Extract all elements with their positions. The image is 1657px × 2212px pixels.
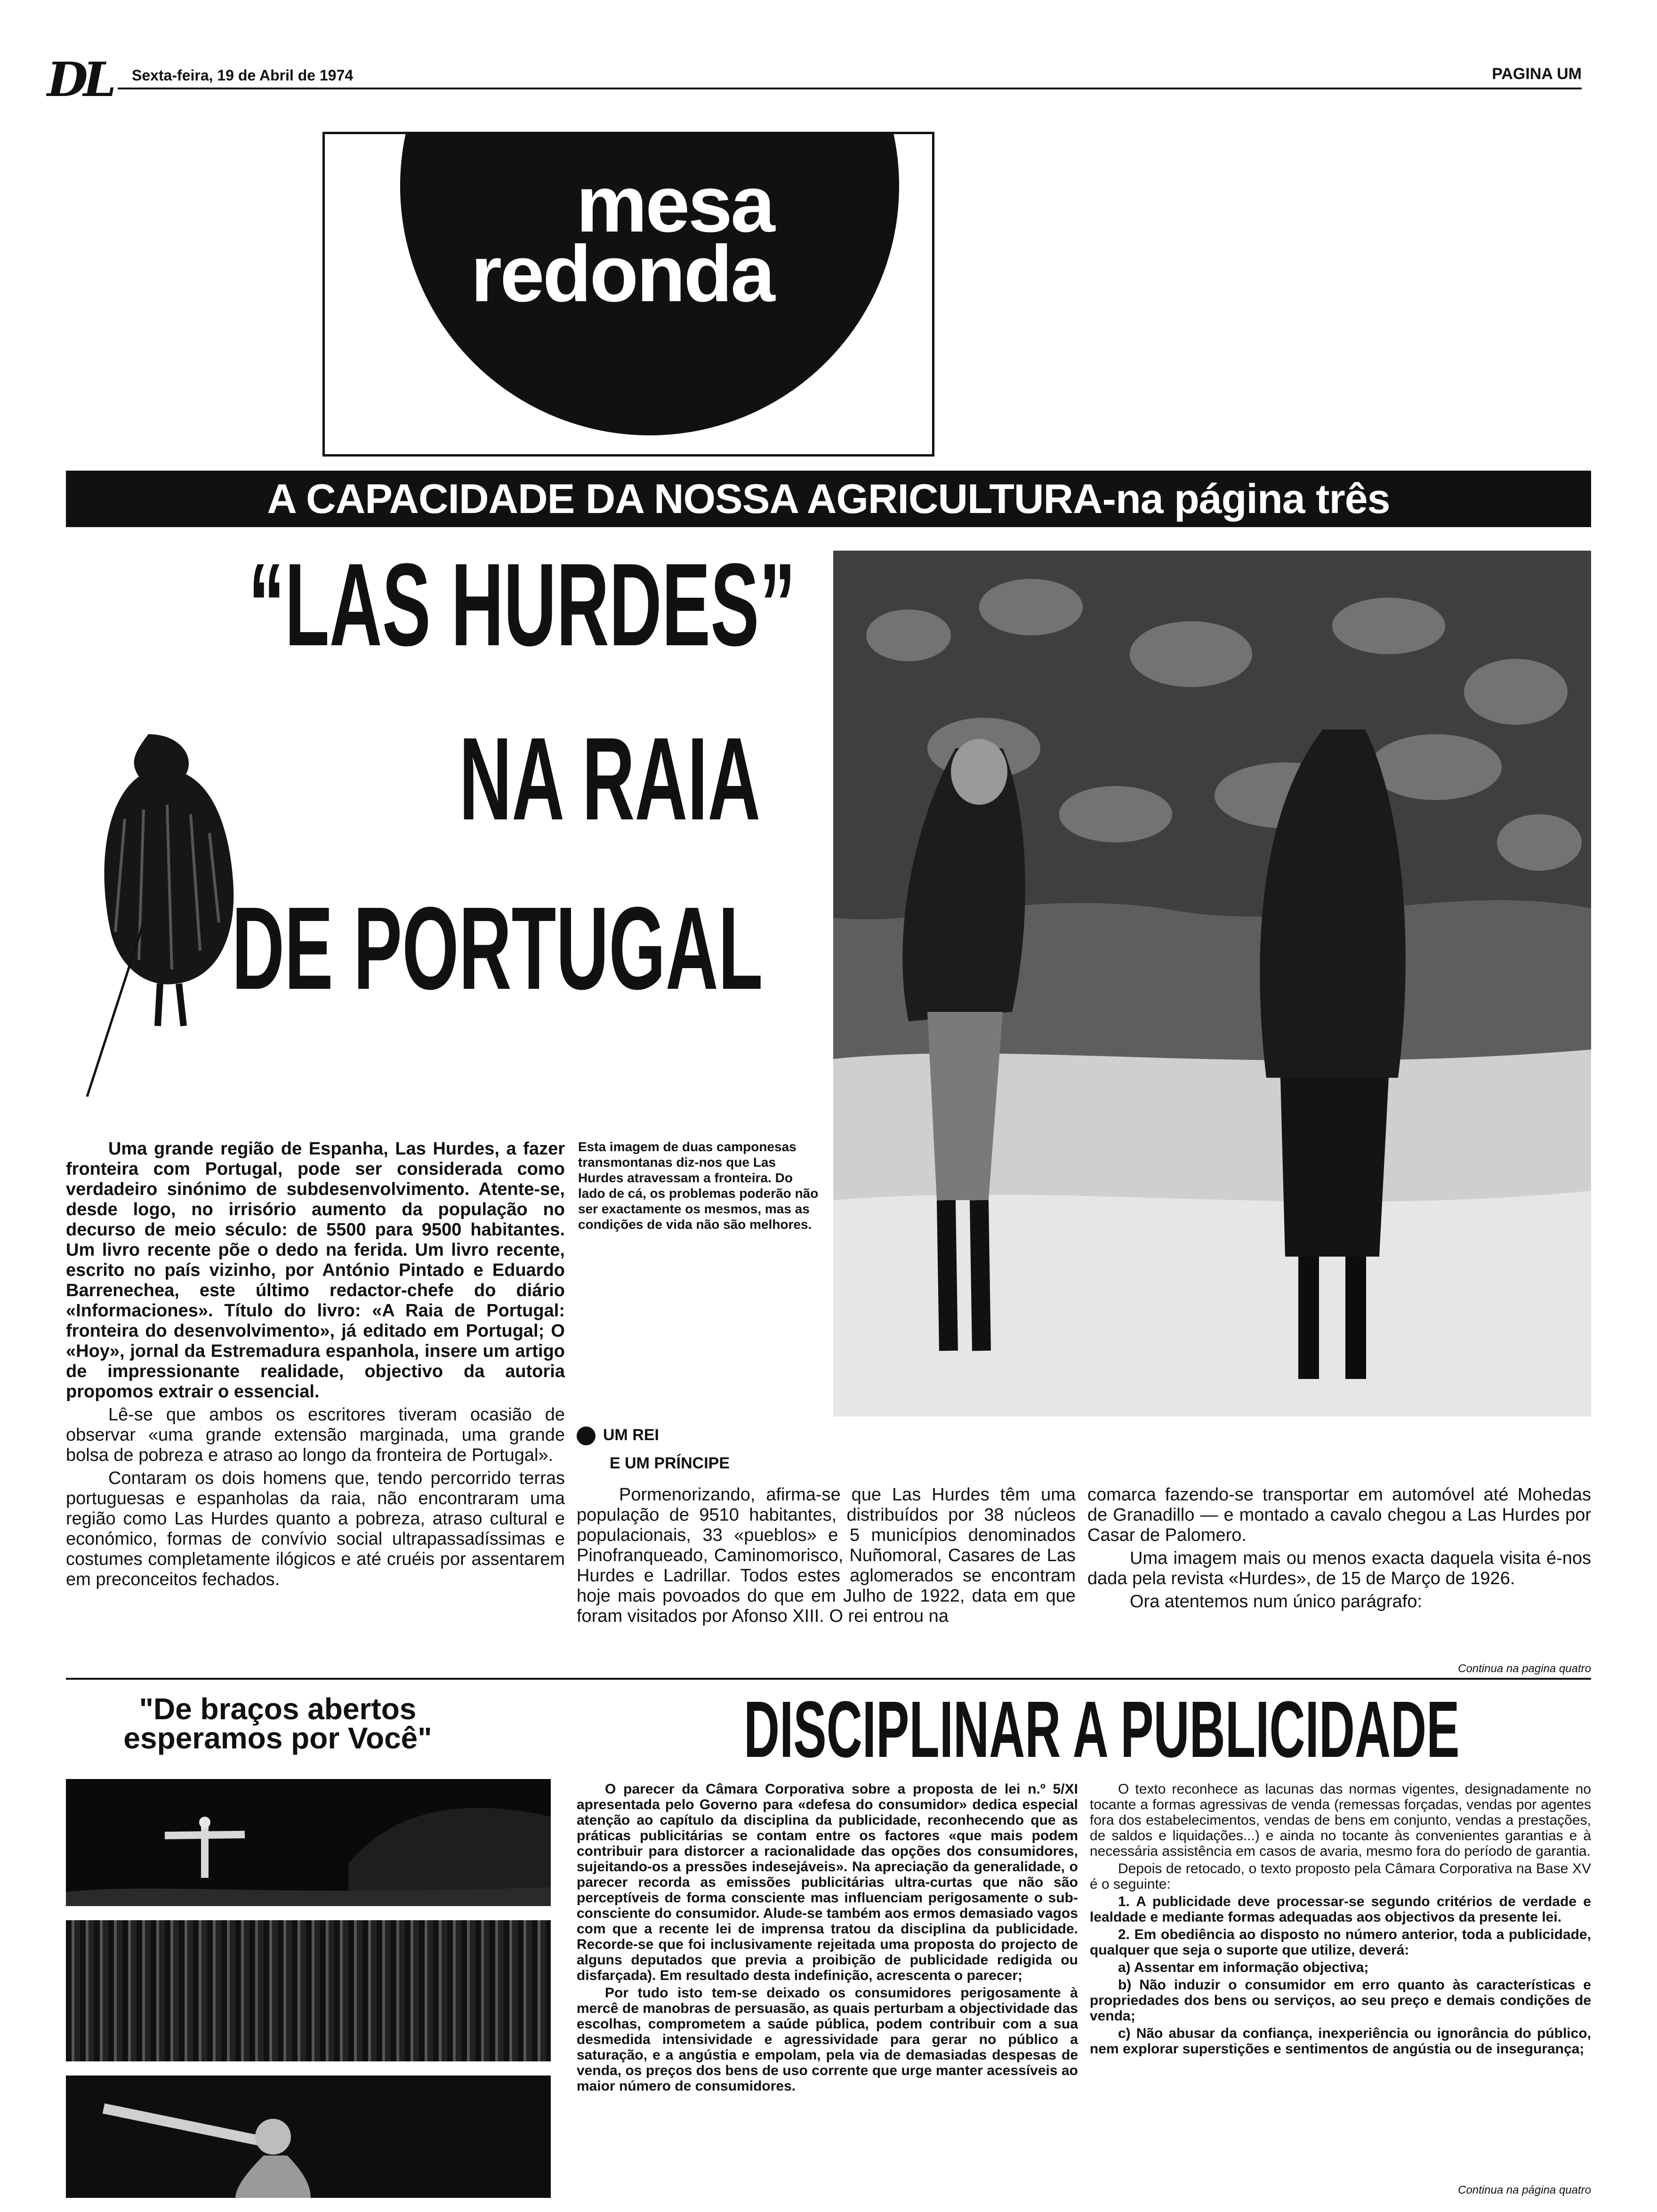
page-label: PAGINA UM <box>1492 65 1582 83</box>
article-paragraph: O texto reconhece as lacunas das normas vigentes, designadamente no tocante a formas agressivas de venda (remessas forçadas, vendas por agentes fora dos estabelecimentos, vendas de bens em conjunto, vendas a prestações, de saldos e liquidações...) e ainda no tocante às convenientes garantias e à necessária assistência em casos de avaria, mesmo fora do período de garantia. <box>1090 1781 1591 1859</box>
headline-line3: DE PORTUGAL <box>231 882 763 1014</box>
article-paragraph: Uma grande região de Espanha, Las Hurdes, a fazer fronteira com Portugal, pode ser considerada como verdadeiro sinónimo de subdesenvolvimento. Atente-se, desde logo, no irrisório aumento da população no decurso de meio século: de 5500 para 9500 habitantes. Um livro recente põe o dedo na ferida. Um livro recente, escrito no país vizinho, por António Pintado e Eduardo Barrenechea, este último redactor-chefe do diário «Informaciones». Título do livro: «A Raia de Portugal: fronteira do desenvolvimento», já editado em Portugal; O «Hoy», jornal da Estremadura espanhola, insere um artigo de impressionante realidade, objectivo da autoria propomos extrair o essencial. <box>66 1139 565 1402</box>
ad-title-line1: "De braços abertos <box>139 1692 417 1726</box>
section-logo-text <box>471 160 773 319</box>
subheading <box>577 1426 659 1445</box>
article-column-1 <box>66 1139 565 1593</box>
article-paragraph: 2. Em obediência ao disposto no número anterior, toda a publicidade, qualquer que seja o suporte que utilize, deverá: <box>1090 1927 1591 1958</box>
article-paragraph: Por tudo isto tem-se deixado os consumidores perigosamente à mercê de manobras de persuasão, as quais perturbam a objectividade das escolhas, comprometem a saúde pública, podem contribuir com a sua desmedida intensividade e agressividade para gerar no público a saturação, e a angústia e empolam, pela via de demasiadas despesas de venda, os preços dos bens de uso corrente que urge manter acessíveis ao maior número de consumidores. <box>577 1985 1078 2094</box>
bullet-dot-icon <box>577 1427 595 1445</box>
headline-line2: NA RAIA <box>458 713 760 844</box>
article-paragraph: Uma imagem mais ou menos exacta daquela visita é-nos dada pela revista «Hurdes», de 15 de Março de 1926. <box>1087 1548 1591 1588</box>
headline-line1: “LAS HURDES” <box>248 539 796 670</box>
second-article-column-1 <box>577 1781 1078 2096</box>
section-divider <box>66 1678 1591 1680</box>
subheading-line1: UM REI <box>603 1426 659 1444</box>
subheading-line2: E UM PRÍNCIPE <box>610 1454 730 1472</box>
article-paragraph: comarca fazendo-se transportar em automóvel até Mohedas de Granadillo — e montado a cavalo chegou a Las Hurdes por Casar de Palomero. <box>1087 1485 1591 1545</box>
peasant-women-photo <box>833 551 1591 1417</box>
article-paragraph: Pormenorizando, afirma-se que Las Hurdes têm uma população de 9510 habitantes, distribuídos por 38 núcleos populacionais, 33 «pueblos» e 5 municípios denominados Pinofranqueado, Caminomorisco, Nuñomoral, Casares de Las Hurdes e Ladrillar. Todos estes aglomerados se encontram hoje mais povoados do que em Julho de 1922, data em que foram visitados por Afonso XIII. O rei entrou na <box>577 1485 1076 1626</box>
article-paragraph: a) Assentar em informação objectiva; <box>1118 1960 1369 1975</box>
dancer-photo <box>66 2076 551 2198</box>
article-paragraph: O parecer da Câmara Corporativa sobre a proposta de lei n.º 5/XI apresentada pelo Governo para «defesa do consumidor» dedica especial atenção ao capítulo da disciplina da publicidade, reconhecendo que as práticas publicitárias se contam entre os factores «que mais podem contribuir para distorcer a racionalidade das opções dos consumidores, sujeitando-os a pressões indesejáveis». Na apreciação da generalidade, o parecer recorda as emissões publicitárias ultra-curtas que não são perceptíveis de forma consciente mas influenciam perigosamente o sub-consciente do consumidor. Alude-se também aos ermos demasiado vagos com que a recente lei de imprensa tratou da disciplina da publicidade. Recorde-se que foi inclusivamente rejeitada uma proposta do projecto de alguns deputados que previa a proibição de publicidade redigida ou disfarçada). Em resultado desta indefinição, acrescenta o parecer; <box>577 1781 1078 1983</box>
article-paragraph: Contaram os dois homens que, tendo percorrido terras portuguesas e espanholas da raia, não encontraram uma região como Las Hurdes quanto a pobreza, atraso cultural e económico, formas de convívio social ultrapassadíssimas e costumes completamente ilógicos e até cruéis por assentarem em preconceitos fechados. <box>66 1468 565 1589</box>
section-logo-box <box>322 132 934 457</box>
christ-statue-photo <box>66 1779 551 1906</box>
continued-note: Continua na página quatro <box>1458 2184 1591 2196</box>
section-logo-line1: mesa <box>576 160 773 249</box>
article-paragraph: 1. A publicidade deve processar-se segundo critérios de verdade e lealdade e mediante formas adequadas aos objectivos da presente lei. <box>1090 1894 1591 1925</box>
straw-cloak-figure-photo <box>78 725 257 1101</box>
section-logo-line2: redonda <box>471 229 773 319</box>
article-column-3 <box>1087 1485 1591 1615</box>
second-headline: DISCIPLINAR A PUBLICIDADE <box>744 1685 1460 1774</box>
masthead-rule <box>118 88 1582 89</box>
article-paragraph: b) Não induzir o consumidor em erro quanto às características e propriedades dos bens ou serviços, ao seu preço e demais condições de venda; <box>1090 1977 1591 2024</box>
newspaper-logo: DL <box>47 52 112 107</box>
article-paragraph: c) Não abusar da confiança, inexperiência ou ignorância do público, nem explorar superstições e sentimentos de angústia ou de insegurança; <box>1090 2026 1591 2057</box>
article-paragraph: Ora atentemos num único parágrafo: <box>1130 1592 1423 1611</box>
crowd-photo <box>66 1920 551 2061</box>
article-paragraph: Lê-se que ambos os escritores tiveram ocasião de observar «uma grande extensão marginada, uma grande bolsa de pobreza e atraso ao longo da fronteira de Portugal». <box>66 1405 565 1465</box>
second-article-column-2 <box>1090 1781 1591 2059</box>
ad-title <box>89 1694 466 1753</box>
article-paragraph: Depois de retocado, o texto proposto pela Câmara Corporativa na Base XV é o seguinte: <box>1090 1861 1591 1892</box>
article-column-2 <box>577 1485 1076 1629</box>
teaser-banner: A CAPACIDADE DA NOSSA AGRICULTURA-na página três <box>66 471 1591 527</box>
continued-note: Continua na pagina quatro <box>1458 1662 1591 1675</box>
photo-caption: Esta imagem de duas camponesas transmontanas diz-nos que Las Hurdes atravessam a fronteira. Do lado de cá, os problemas poderão não ser exactamente os mesmos, mas as condições de vida não são melhores. <box>578 1139 819 1232</box>
issue-date: Sexta-feira, 19 de Abril de 1974 <box>132 67 354 84</box>
ad-title-line2: esperamos por Você" <box>123 1721 432 1755</box>
